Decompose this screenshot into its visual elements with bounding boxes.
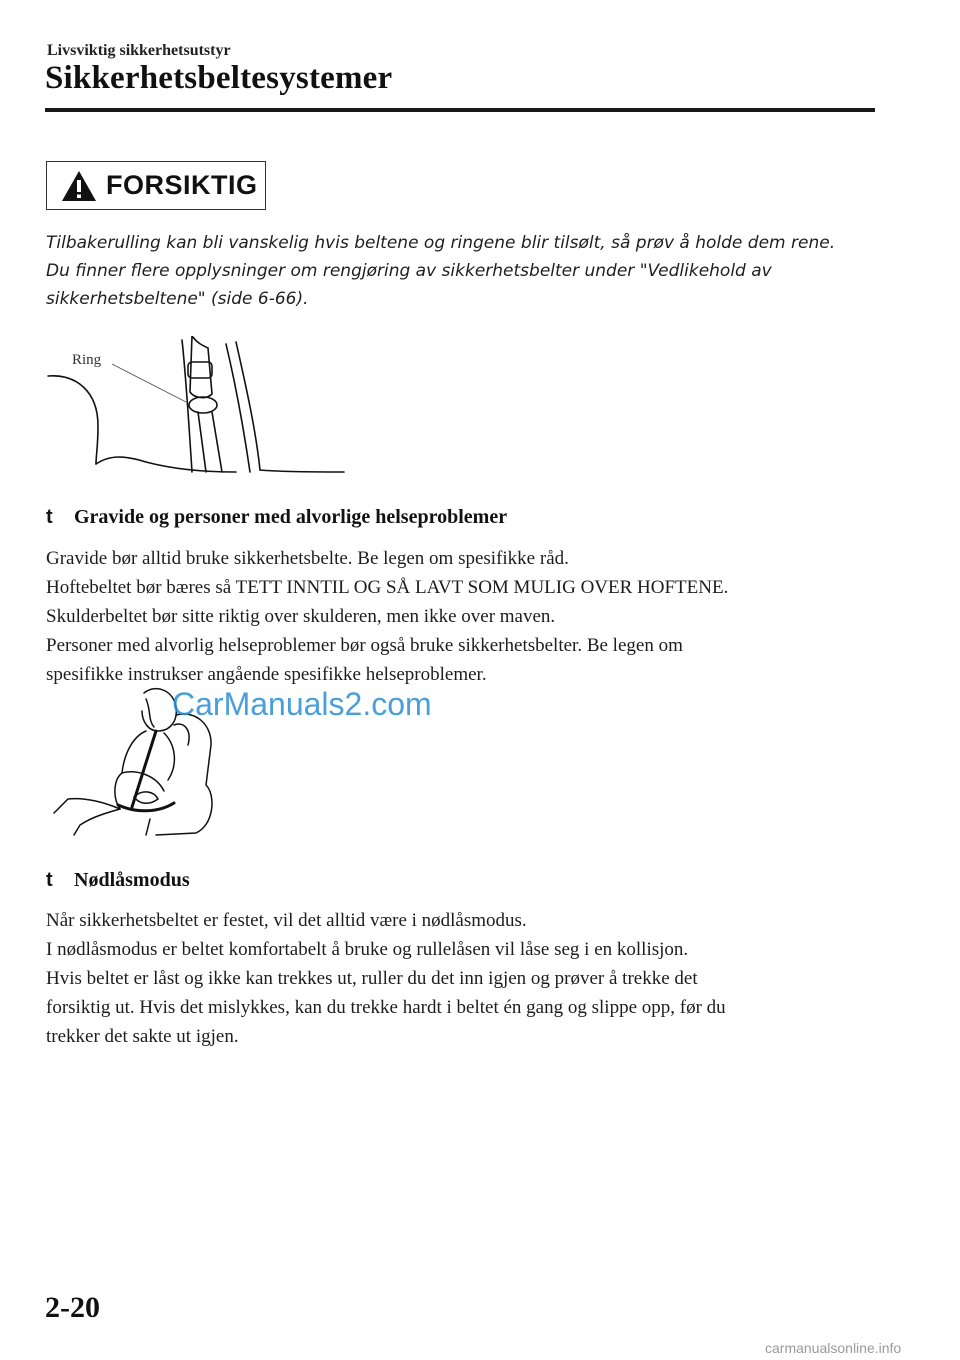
paragraph-line: Skulderbeltet bør sitte riktig over skulderen, men ikke over maven. [46,606,556,627]
paragraph-line: Hvis beltet er låst og ikke kan trekkes ut, ruller du det inn igjen og prøver å trekke det [46,968,698,989]
bullet-icon: t [46,506,53,528]
paragraph-line: I nødlåsmodus er beltet komfortabelt å bruke og rullelåsen vil låse seg i en kollisjon. [46,939,689,960]
paragraph-line: trekker det sakte ut igjen. [46,1026,239,1047]
title-divider [45,108,875,112]
page-number: 2-20 [45,1291,100,1324]
caution-line: Tilbakerulling kan bli vanskelig hvis beltene og ringene blir tilsølt, så prøv å holde dem rene. [46,233,836,253]
paragraph-line: Når sikkerhetsbeltet er festet, vil det alltid være i nødlåsmodus. [46,910,527,931]
footer-watermark: carmanualsonline.info [765,1340,902,1356]
paragraph-line: Gravide bør alltid bruke sikkerhetsbelte. Be legen om spesifikke råd. [46,548,569,569]
heading-text: Nødlåsmodus [74,869,190,891]
emergency-lock-paragraph [46,906,886,1051]
ring-label: Ring [72,352,102,368]
paragraph-line: Personer med alvorlig helseproblemer bør også bruke sikkerhetsbelter. Be legen om [46,635,683,656]
heading-text: Gravide og personer med alvorlige helseproblemer [74,506,508,528]
paragraph-line: spesifikke instrukser angående spesifikke helseproblemer. [46,664,487,685]
section-label: Livsviktig sikkerhetsutstyr [47,42,231,59]
section-heading-emergency-lock [46,869,190,892]
paragraph-line: Hoftebeltet bør bæres så TETT INNTIL OG SÅ LAVT SOM MULIG OVER HOFTENE. [46,577,729,598]
caution-line: Du finner flere opplysninger om rengjøring av sikkerhetsbelter under "Vedlikehold av [46,261,772,281]
caution-line: sikkerhetsbeltene" (side 6-66). [46,289,309,309]
page-title: Sikkerhetsbeltesystemer [45,60,393,96]
bullet-icon: t [46,869,53,891]
watermark-text: CarManuals2.com [172,686,432,722]
warning-triangle-icon [60,169,98,203]
caution-text [46,229,876,313]
section-heading-pregnant [46,506,507,529]
caution-label: FORSIKTIG [106,170,258,200]
pregnant-paragraph [46,544,886,689]
seatbelt-ring-illustration [46,336,346,486]
paragraph-line: forsiktig ut. Hvis det mislykkes, kan du trekke hardt i beltet én gang og slippe opp, før du [46,997,726,1018]
caution-box [46,161,266,210]
